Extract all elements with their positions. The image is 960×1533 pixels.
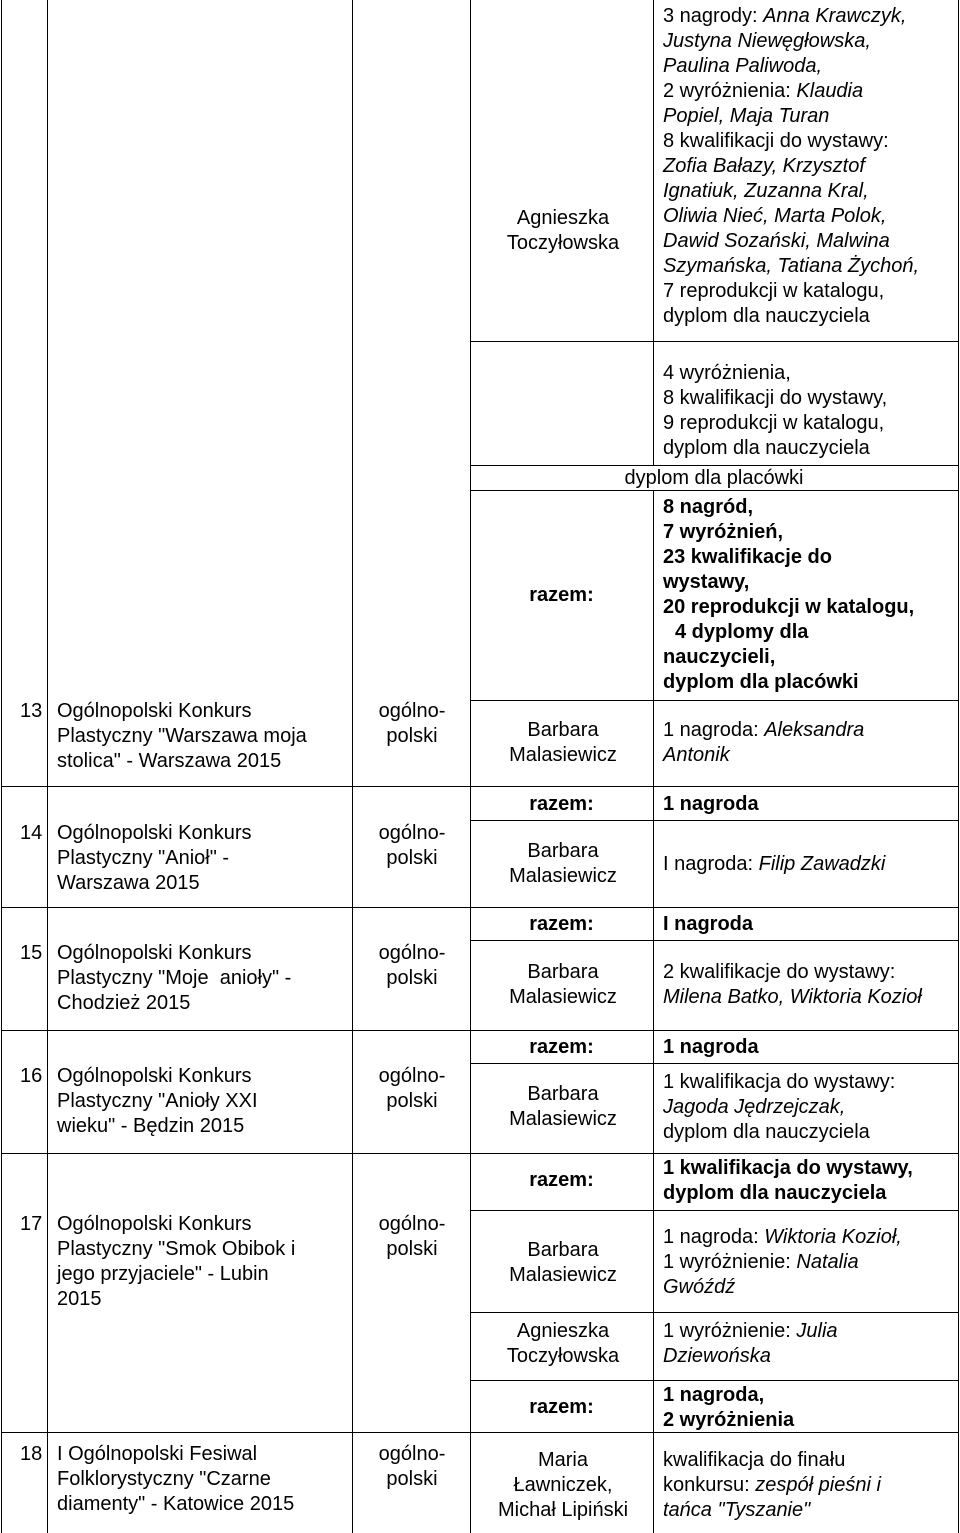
result-line: 1 kwalifikacja do wystawy: [663,1071,896,1093]
competition-scope [362,1064,462,1114]
result-text [663,852,959,877]
result-line [663,1473,959,1498]
grid-line [470,1380,958,1381]
grid-line [470,700,958,701]
total-value [663,1156,959,1206]
result-line: 2 kwalifikacje do wystawy: [663,961,896,983]
competition-line: Plastyczny "Anioły XXI [57,1090,258,1112]
total-label: razem: [529,913,594,935]
teacher-name-line: Malasiewicz [509,986,617,1008]
result-text [663,718,959,768]
teacher-name-line: Malasiewicz [509,865,617,887]
competition-line: diamenty" - Katowice 2015 [57,1493,295,1515]
competition-line: Plastyczny "Smok Obibok i [57,1238,296,1260]
competition-scope [362,1212,462,1262]
total-line: 7 wyróżnień, [663,521,784,543]
grid-line [1,786,958,787]
competition-line: Ogólnopolski Konkurs [57,822,252,844]
result-line [663,1319,959,1344]
result-line: Antonik [663,744,730,766]
teacher-name-line: Barbara [527,1239,599,1261]
result-text-part: 3 nagrody: [663,5,764,27]
total-value [663,1383,959,1433]
scope-line: ogólno- [378,1213,446,1235]
result-line: Dziewońska [663,1345,771,1367]
student-name: Julia [796,1320,838,1342]
result-text [663,1225,959,1300]
teacher-name-line: Barbara [527,961,599,983]
scope-line: ogólno- [378,700,446,722]
total-line: dyplom dla placówki [663,671,859,693]
student-name: Ignatiuk, Zuzanna Kral, [663,180,869,202]
grid-line [1,907,958,908]
result-line [663,204,959,229]
result-line [663,179,959,204]
student-name: Anna Krawczyk, [763,5,907,27]
competition-line: I Ogólnopolski Fesiwal [57,1443,258,1465]
student-name: Dawid Sozański, Malwina [663,230,890,252]
teacher-name-line: Agnieszka [516,1320,610,1342]
competition-name [57,1212,347,1312]
competition-scope [362,941,462,991]
result-line [663,129,959,154]
competition-line: stolica" - Warszawa 2015 [57,750,282,772]
competition-name [57,699,347,774]
teacher-name [478,960,648,1010]
grid-line [470,820,958,821]
teacher-name-line: Ławniczek, [513,1474,613,1496]
grid-line [1,1030,958,1031]
competition-name [57,821,347,896]
result-text [663,960,959,1010]
total-label: razem: [529,1396,594,1418]
result-line: Gwóźdź [663,1276,736,1298]
scope-line: polski [386,1090,438,1112]
result-line [663,279,959,304]
result-text [663,4,959,329]
result-line: tańca "Tyszanie" [663,1499,811,1521]
result-line [663,254,959,279]
total-value: 1 nagroda [663,1036,759,1058]
teacher-name-line: Malasiewicz [509,744,617,766]
competition-scope [362,821,462,871]
teacher-name [478,718,648,768]
competition-line: Ogólnopolski Konkurs [57,942,252,964]
result-line [663,229,959,254]
competition-line: Ogólnopolski Konkurs [57,1065,252,1087]
result-text [663,1070,959,1145]
scope-line: polski [386,967,438,989]
teacher-name [478,1319,648,1369]
student-name: Szymańska, Tatiana Żychoń, [663,255,920,277]
summary-line: 9 reprodukcji w katalogu, [663,412,885,434]
result-text [663,1448,959,1523]
student-name: Popiel, Maja Turan [663,105,830,127]
result-line [663,852,959,877]
result-line: dyplom dla nauczyciela [663,1121,870,1143]
teacher-name [478,839,648,889]
summary-line: dyplom dla nauczyciela [663,437,870,459]
student-name: zespół pieśni i [755,1474,881,1496]
teacher-name-line: Maria [537,1449,588,1471]
teacher-name [478,206,648,256]
grid-line [470,940,958,941]
teacher-name-line: Toczyłowska [506,232,620,254]
total-line: 4 dyplomy dla [675,621,809,643]
teacher-name-line: Agnieszka [516,207,610,229]
scope-line: ogólno- [378,1065,446,1087]
result-line [663,718,959,743]
student-name: Justyna Niewęgłowska, [663,30,871,52]
competition-line: Plastyczny "Anioł" - [57,847,230,869]
result-text-part: 8 kwalifikacji do wystawy: [663,130,889,152]
result-text-part: konkursu: [663,1474,756,1496]
teacher-name-line: Toczyłowska [506,1345,620,1367]
student-name: Zofia Bałazy, Krzysztof [663,155,865,177]
teacher-name-line: Barbara [527,1083,599,1105]
student-name: Paulina Paliwoda, [663,55,822,77]
scope-line: polski [386,725,438,747]
total-line: 2 wyróżnienia [663,1409,795,1431]
total-line: wystawy, [663,571,750,593]
total-line: nauczycieli, [663,646,776,668]
teacher-name-line: Malasiewicz [509,1264,617,1286]
competition-name [57,1064,347,1139]
result-line [663,1225,959,1250]
competition-line: Ogólnopolski Konkurs [57,700,252,722]
competition-line: 2015 [57,1288,102,1310]
result-line [663,54,959,79]
total-label: razem: [529,1036,594,1058]
row-number: 15 [20,942,43,964]
summary-text [663,361,959,461]
row-number: 13 [20,700,43,722]
competition-name [57,1442,347,1517]
total-line: dyplom dla nauczyciela [663,1182,887,1204]
result-line [663,1250,959,1275]
result-text-part: 1 wyróżnienie: [663,1320,797,1342]
row-number: 17 [20,1213,43,1235]
placowka-diploma: dyplom dla placówki [624,467,804,489]
competition-scope [362,1442,462,1492]
grid-line [352,0,353,1533]
competition-line: Plastyczny "Warszawa moja [57,725,307,747]
grid-line [1,0,2,1533]
grid-line [653,0,654,465]
total-line: 8 nagród, [663,496,754,518]
summary-line: 8 kwalifikacji do wystawy, [663,387,888,409]
student-name: Aleksandra [764,719,865,741]
row-number: 18 [20,1443,43,1465]
result-line: kwalifikacja do finału [663,1449,846,1471]
scope-line: polski [386,1468,438,1490]
result-text-part: 2 wyróżnienia: [663,80,797,102]
row-number: 14 [20,822,43,844]
grid-line [47,0,48,1533]
teacher-name-line: Barbara [527,719,599,741]
teacher-name [478,1238,648,1288]
competition-line: Ogólnopolski Konkurs [57,1213,252,1235]
result-line [663,79,959,104]
result-text-part: 1 nagroda: [663,719,765,741]
grid-line [470,1312,958,1313]
row-number: 16 [20,1065,43,1087]
total-summary [663,495,959,695]
competition-line: Folklorystyczny "Czarne [57,1468,271,1490]
total-label: razem: [529,584,594,606]
scope-line: ogólno- [378,822,446,844]
result-text-part: 1 nagroda: [663,1226,765,1248]
scope-line: polski [386,1238,438,1260]
teacher-name [478,1448,648,1523]
result-line: Jagoda Jędrzejczak, [663,1096,846,1118]
total-line: 1 kwalifikacja do wystawy, [663,1157,913,1179]
teacher-name-line: Michał Lipiński [497,1499,629,1521]
competition-line: wieku" - Będzin 2015 [57,1115,245,1137]
result-text [663,1319,959,1369]
total-line: 23 kwalifikacje do [663,546,832,568]
result-text-part: I nagroda: [663,853,759,875]
total-label: razem: [529,793,594,815]
competition-scope [362,699,462,749]
grid-line [470,1063,958,1064]
competition-line: jego przyjaciele" - Lubin [57,1263,269,1285]
scope-line: ogólno- [378,1443,446,1465]
student-name: Oliwia Nieć, Marta Polok, [663,205,887,227]
total-line: 20 reprodukcji w katalogu, [663,596,915,618]
grid-line [653,490,654,1533]
summary-line: 4 wyróżnienia, [663,362,791,384]
scope-line: ogólno- [378,942,446,964]
teacher-name [478,1082,648,1132]
student-name: Klaudia [796,80,864,102]
competition-line: Chodzież 2015 [57,992,191,1014]
total-line: 1 nagroda, [663,1384,765,1406]
competition-name [57,941,347,1016]
result-line [663,104,959,129]
teacher-name-line: Malasiewicz [509,1108,617,1130]
teacher-name-line: Barbara [527,840,599,862]
result-line: Milena Batko, Wiktoria Kozioł [663,986,922,1008]
total-value: I nagroda [663,913,754,935]
grid-line [1,1153,958,1154]
total-label: razem: [529,1169,594,1191]
result-text-part: dyplom dla nauczyciela [663,305,870,327]
grid-line [470,1210,958,1211]
grid-line [470,0,471,1533]
result-line [663,4,959,29]
scope-line: polski [386,847,438,869]
student-name: Wiktoria Kozioł, [764,1226,902,1248]
result-text-part: 1 wyróżnienie: [663,1251,797,1273]
student-name: Natalia [796,1251,859,1273]
result-line [663,29,959,54]
grid-line [470,341,958,342]
competition-line: Warszawa 2015 [57,872,200,894]
student-name: Filip Zawadzki [758,853,886,875]
total-value: 1 nagroda [663,793,759,815]
result-line [663,154,959,179]
competition-line: Plastyczny "Moje anioły" - [57,967,292,989]
result-text-part: 7 reprodukcji w katalogu, [663,280,885,302]
result-line [663,304,959,329]
